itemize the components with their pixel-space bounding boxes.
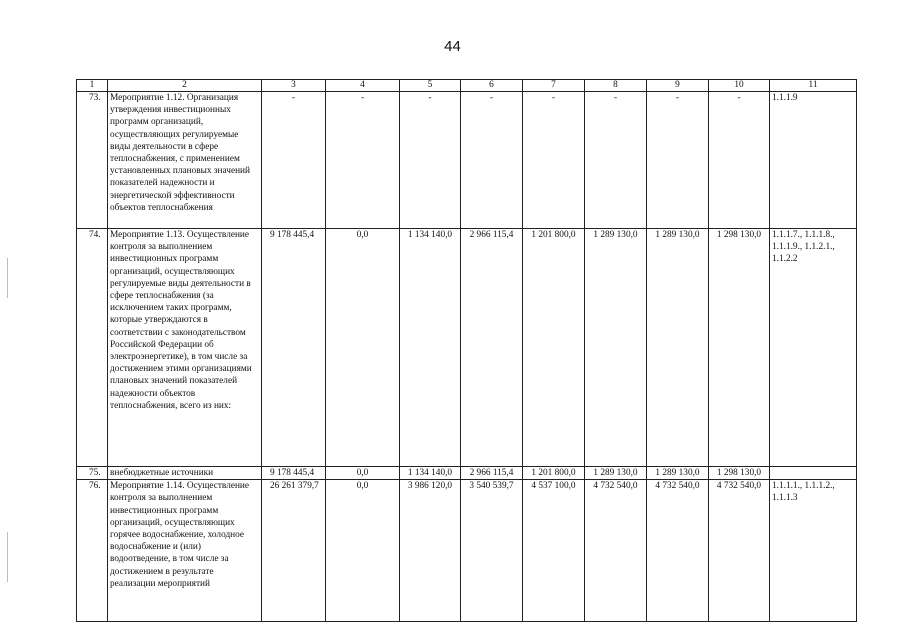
row-number: 74. xyxy=(77,229,108,467)
column-header: 3 xyxy=(262,80,326,92)
value-cell: 1 298 130,0 xyxy=(709,467,770,480)
table-row xyxy=(77,480,857,622)
value-cell: 0,0 xyxy=(326,229,400,467)
value-cell: 1 134 140,0 xyxy=(400,229,461,467)
value-cell: 1 201 800,0 xyxy=(523,229,585,467)
value-cell: 0,0 xyxy=(326,480,400,622)
activity-name: Мероприятие 1.13. Осуществление контроля за выполнением инвестиционных программ организаций, осуществляющих регулируемые виды деятельности в сфере теплоснабжения (за исключением таких программ, которые утверждаются в соответствии с законодательством Российской Федерации об электроэнергетике), в том числе за достижением этими организациями плановых значений показателей надежности объектов теплоснабжения, всего из них: xyxy=(108,229,262,467)
column-number-row xyxy=(77,80,857,92)
activities-table xyxy=(76,79,857,622)
value-cell: 4 732 540,0 xyxy=(709,480,770,622)
value-cell: 2 966 115,4 xyxy=(461,229,523,467)
value-cell: 0,0 xyxy=(326,467,400,480)
indicator-reference: 1.1.1.9 xyxy=(770,92,857,229)
row-number: 75. xyxy=(77,467,108,480)
value-cell: 1 289 130,0 xyxy=(647,229,709,467)
value-cell: 4 732 540,0 xyxy=(585,480,647,622)
value-cell: - xyxy=(647,92,709,229)
value-cell: - xyxy=(709,92,770,229)
value-cell: 1 201 800,0 xyxy=(523,467,585,480)
value-cell: - xyxy=(585,92,647,229)
value-cell: - xyxy=(400,92,461,229)
scan-edge-mark-bottom xyxy=(7,532,8,582)
column-header: 4 xyxy=(326,80,400,92)
activity-name: внебюджетные источники xyxy=(108,467,262,480)
scan-edge-mark-top xyxy=(7,258,8,298)
table-row xyxy=(77,467,857,480)
row-number: 73. xyxy=(77,92,108,229)
column-header: 10 xyxy=(709,80,770,92)
column-header: 9 xyxy=(647,80,709,92)
indicator-reference: 1.1.1.1., 1.1.1.2., 1.1.1.3 xyxy=(770,480,857,622)
value-cell: 4 732 540,0 xyxy=(647,480,709,622)
column-header: 1 xyxy=(77,80,108,92)
value-cell: 1 134 140,0 xyxy=(400,467,461,480)
column-header: 8 xyxy=(585,80,647,92)
value-cell: - xyxy=(262,92,326,229)
table-row xyxy=(77,92,857,229)
value-cell: - xyxy=(461,92,523,229)
indicator-reference: 1.1.1.7., 1.1.1.8., 1.1.1.9., 1.1.2.1., 1.1.2.2 xyxy=(770,229,857,467)
value-cell: 3 986 120,0 xyxy=(400,480,461,622)
activity-name: Мероприятие 1.14. Осуществление контроля за выполнением инвестиционных программ организаций, осуществляющих горячее водоснабжение, холодное водоснабжение и (или) водоотведение, в том числе за достижением в результате реализации мероприятий xyxy=(108,480,262,622)
value-cell: 9 178 445,4 xyxy=(262,229,326,467)
column-header: 6 xyxy=(461,80,523,92)
column-header: 2 xyxy=(108,80,262,92)
value-cell: 1 298 130,0 xyxy=(709,229,770,467)
page-number: 44 xyxy=(444,38,461,55)
value-cell: 1 289 130,0 xyxy=(585,467,647,480)
column-header: 7 xyxy=(523,80,585,92)
table-row xyxy=(77,229,857,467)
row-number: 76. xyxy=(77,480,108,622)
indicator-reference xyxy=(770,467,857,480)
value-cell: - xyxy=(326,92,400,229)
column-header: 5 xyxy=(400,80,461,92)
value-cell: - xyxy=(523,92,585,229)
value-cell: 9 178 445,4 xyxy=(262,467,326,480)
value-cell: 4 537 100,0 xyxy=(523,480,585,622)
value-cell: 2 966 115,4 xyxy=(461,467,523,480)
value-cell: 1 289 130,0 xyxy=(585,229,647,467)
value-cell: 1 289 130,0 xyxy=(647,467,709,480)
activity-name: Мероприятие 1.12. Организация утверждения инвестиционных программ организаций, осуществляющих регулируемые виды деятельности в сфере теплоснабжения, с применением установленных плановых значений показателей надежности и энергетической эффективности объектов теплоснабжения xyxy=(108,92,262,229)
value-cell: 26 261 379,7 xyxy=(262,480,326,622)
value-cell: 3 540 539,7 xyxy=(461,480,523,622)
column-header: 11 xyxy=(770,80,857,92)
